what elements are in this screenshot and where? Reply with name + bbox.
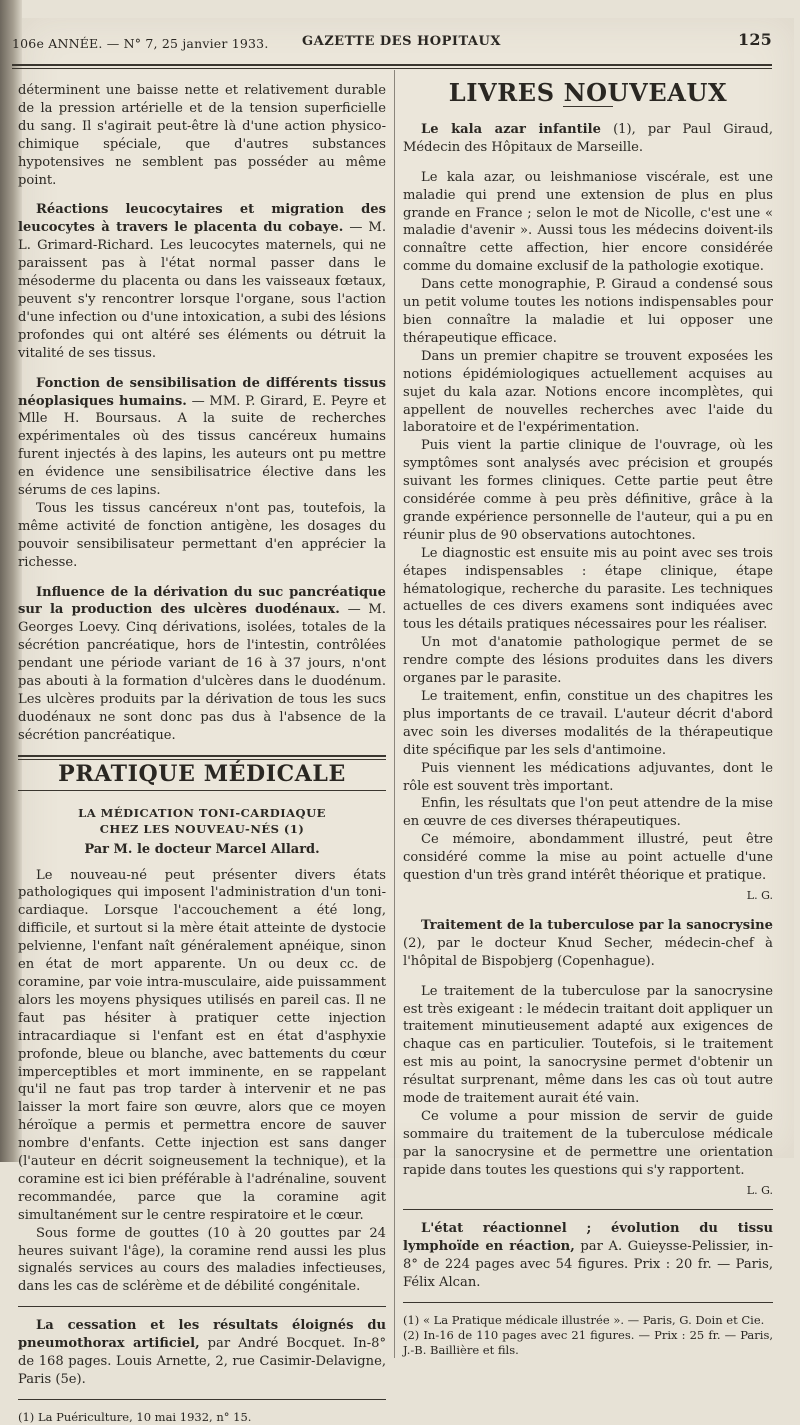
communication-title: Influence de la dérivation du suc pancréatique sur la production des ulcères duodénaux. xyxy=(18,584,386,618)
book-details: (2), par le docteur Knud Secher, médecin-chef à l'hôpital de Bispobjerg (Copenhague). xyxy=(403,935,773,969)
communication-text: A la suite de recherches expérimentales où des tissus cancéreux humains furent injectés à des lapins, les auteurs ont pu mettre en évidence une sensibilisatrice élective dans les sérums de ces lapins. xyxy=(18,411,386,499)
page-number: 125 xyxy=(738,30,772,49)
article-byline: Par M. le docteur Marcel Allard. xyxy=(84,841,320,857)
article-title-line-1: LA MÉDICATION TONI-CARDIAQUE xyxy=(78,805,326,820)
review-paragraph: Un mot d'anatomie pathologique permet de se rendre compte des lésions produites dans les divers organes par le parasite. xyxy=(403,635,773,687)
footnote: (2) In-16 de 110 pages avec 21 figures. — Prix : 25 fr. — Paris, J.-B. Baillière et fils. xyxy=(403,1328,773,1358)
section-rule xyxy=(18,755,386,760)
book-review-heading xyxy=(403,917,773,971)
communication-text-continued: Tous les tissus cancéreux n'ont pas, toutefois, la même activité de fonction antigène, les dosages du pouvoir sensibilisateur permettant d'en apprécier la richesse. xyxy=(18,500,386,570)
footnote: (1) La Puériculture, 10 mai 1932, n° 15. xyxy=(18,1409,252,1424)
book-review-heading xyxy=(403,121,773,157)
communication-author: — MM. P. Girard, E. Peyre et Mlle H. Boursaus. xyxy=(18,393,386,427)
review-paragraph: Ce volume a pour mission de servir de guide sommaire du traitement de la tuberculose médicale par la sanocrysine et de permettre une orientation rapide dans toutes les questions qui s'y rapportent. xyxy=(403,1108,773,1178)
book-details: (1), par Paul Giraud, Médecin des Hôpitaux de Marseille. xyxy=(403,121,773,155)
book-title: La cessation et les résultats éloignés du pneumothorax artificiel, xyxy=(18,1318,386,1352)
section-title-pratique: PRATIQUE MÉDICALE xyxy=(58,760,346,787)
review-paragraph: Puis vient la partie clinique de l'ouvrage, où les symptômes sont analysés avec précision et groupés suivant les formes cliniques. Cette partie peut être considérée comme à peu près définitive, grâce à la grande expérience personnelle de l'auteur, qui a pu en réunir plus de 90 observations autochtones. xyxy=(403,438,773,543)
footnote-rule xyxy=(403,1302,773,1303)
section-rule-bottom xyxy=(18,790,386,791)
book-title: L'état réactionnel ; évolution du tissu lymphoïde en réaction, xyxy=(403,1221,773,1255)
article-paragraph: Sous forme de gouttes (10 à 20 gouttes par 24 heures suivant l'âge), la coramine rend aussi les plus signalés services au cours des maladies infectieuses, dans les cas de sclérème et de débilité congénitale. xyxy=(18,1225,386,1295)
left-column xyxy=(18,82,386,1425)
right-column xyxy=(394,70,773,1358)
divider xyxy=(403,1209,773,1210)
communication-pancreas xyxy=(18,584,386,745)
communication-leucocytes xyxy=(18,201,386,362)
review-paragraph: Ce mémoire, abondamment illustré, peut être considéré comme la mise au point actuelle d'une question d'un très grand intérêt théorique et pratique. xyxy=(403,832,773,884)
book-notice xyxy=(403,1220,773,1292)
review-paragraph: Le diagnostic est ensuite mis au point avec ses trois étapes indispensables : étape clinique, étape hématologique, recherche du parasite. Les techniques actuelles de ces divers examens sont indiquées avec tous les détails pratiques nécessaires pour les réaliser. xyxy=(403,545,773,633)
review-signature: L. G. xyxy=(746,1183,773,1197)
footnote: (1) « La Pratique médicale illustrée ». — Paris, G. Doin et Cie. xyxy=(403,1313,765,1328)
review-paragraph: Enfin, les résultats que l'on peut attendre de la mise en œuvre de ces diverses thérapeutiques. xyxy=(403,796,773,830)
communication-author: — M. L. Grimard-Richard. xyxy=(18,220,386,254)
book-title: Traitement de la tuberculose par la sanocrysine xyxy=(421,917,773,933)
communication-text: Les leucocytes maternels, qui ne paraissent pas à l'état normal passer dans le mésoderme du placenta ou dans les vaisseaux fœtaux, peuvent s'y rencontrer lorsque l'organe, sous l'action d'une infection ou d'une intoxication, a subi des lésions profondes qui ont altéré ses éléments ou détruit la vitalité de ses tissus. xyxy=(18,238,386,361)
review-paragraph: Le kala azar, ou leishmaniose viscérale, est une maladie qui prend une extension de plus en plus grande en France ; selon le mot de Nicolle, c'est une « maladie d'avenir ». Aussi tous les médecins doivent-ils connaître cette affection, hier encore considérée comme du domaine exclusif de la pathologie exotique. xyxy=(403,169,773,275)
journal-title: GAZETTE DES HOPITAUX xyxy=(302,34,501,49)
book-title: Le kala azar infantile xyxy=(421,121,601,137)
intro-paragraph: déterminent une baisse nette et relativement durable de la pression artérielle et de la tension superficielle du sang. Il s'agirait peut-être là d'une action physico-chimique spéciale, que d'autres substances hypotensives ne semblent pas posséder au même point. xyxy=(18,83,386,188)
review-paragraph: Dans un premier chapitre se trouvent exposées les notions épidémiologiques actuellement acquises au sujet du kala azar. Notions encore incomplètes, qui appellent de nouvelles recherches avec l'aide du laboratoire et de l'expérimentation. xyxy=(403,348,773,436)
article-title xyxy=(18,805,386,837)
footnote-rule xyxy=(18,1399,386,1400)
review-signature: L. G. xyxy=(746,888,773,902)
review-paragraph: Le traitement de la tuberculose par la sanocrysine est très exigeant : le médecin traitant doit appliquer un traitement minutieusement adapté aux exigences de chaque cas en particulier. Toutefois, si le traitement est mis au point, la sanocrysine permet d'obtenir un résultat surprenant, même dans les cas où tout autre mode de traitement aurait été vain. xyxy=(403,983,773,1107)
section-title-livres: LIVRES NOUVEAUX xyxy=(448,78,728,107)
divider xyxy=(18,1306,386,1307)
article-title-line-2: CHEZ LES NOUVEAU-NÉS (1) xyxy=(99,821,305,836)
communication-title: Fonction de sensibilisation de différents tissus néoplasiques humains. xyxy=(18,375,386,409)
book-notice xyxy=(18,1317,386,1389)
article-paragraph: Le nouveau-né peut présenter divers états pathologiques qui imposent l'administration d'un toni-cardiaque. Lorsque l'accouchement a été long, difficile, et surtout si la mère était atteinte de dystocie pelvienne, l'enfant naît généralement apnéique, sinon en état de mort apparente. Un ou deux cc. de coramine, par voie intra-musculaire, aide puissamment alors les moyens physiques utilisés en pareil cas. Il ne faut pas hésiter à pratiquer cette injection intracardiaque si l'enfant est en état d'asphyxie profonde, bleue ou blanche, avec battements du cœur imperceptibles et mort imminente, en se rappelant qu'il ne faut pas trop tarder à intervenir et ne pas laisser la mort faire son œuvre, alors que ce moyen héroïque a permis et permettra encore de sauver nombre d'enfants. Cette injection est sans danger (l'auteur en décrit soigneusement la technique), et la coramine est ici bien préférable à l'adrénaline, souvent recommandée, parce que la coramine agit simultanément sur le centre respiratoire et le cœur. xyxy=(18,867,386,1223)
book-details: par André Bocquet. In-8° de 168 pages. Louis Arnette, 2, rue Casimir-Delavigne, Paris (5e). xyxy=(18,1336,386,1387)
issue-line: 106e ANNÉE. — N° 7, 25 janvier 1933. xyxy=(12,36,269,51)
communication-author: — M. Georges Loevy. xyxy=(18,602,386,636)
book-details: par A. Guieysse-Pelissier, in-8° de 224 pages avec 54 figures. Prix : 20 fr. — Paris, Félix Alcan. xyxy=(403,1239,774,1291)
communication-text: Cinq dérivations, isolées, totales de la sécrétion pancréatique, hors de l'intestin, contrôlées pendant une période variant de 16 à 37 jours, n'ont pas abouti à la formation d'ulcères dans le duodénum. Les ulcères produits par la dérivation de tous les sucs duodénaux ne sont donc pas dus à l'absence de la sécrétion pancréatique. xyxy=(18,620,386,743)
review-paragraph: Puis viennent les médications adjuvantes, dont le rôle est souvent très important. xyxy=(403,760,773,794)
page-header xyxy=(12,30,772,58)
header-rule xyxy=(12,64,772,69)
review-paragraph: Le traitement, enfin, constitue un des chapitres les plus importants de ce travail. L'auteur décrit d'abord avec soin les diverses modalités de la thérapeutique dite spécifique par les sels d'antimoine. xyxy=(403,689,773,758)
communication-sensibilisation xyxy=(18,375,386,500)
review-paragraph: Dans cette monographie, P. Giraud a condensé sous un petit volume toutes les notions indispensables pour bien connaître la maladie et lui opposer une thérapeutique efficace. xyxy=(403,277,773,346)
communication-title: Réactions leucocytaires et migration des leucocytes à travers le placenta du cobaye. xyxy=(18,202,386,236)
